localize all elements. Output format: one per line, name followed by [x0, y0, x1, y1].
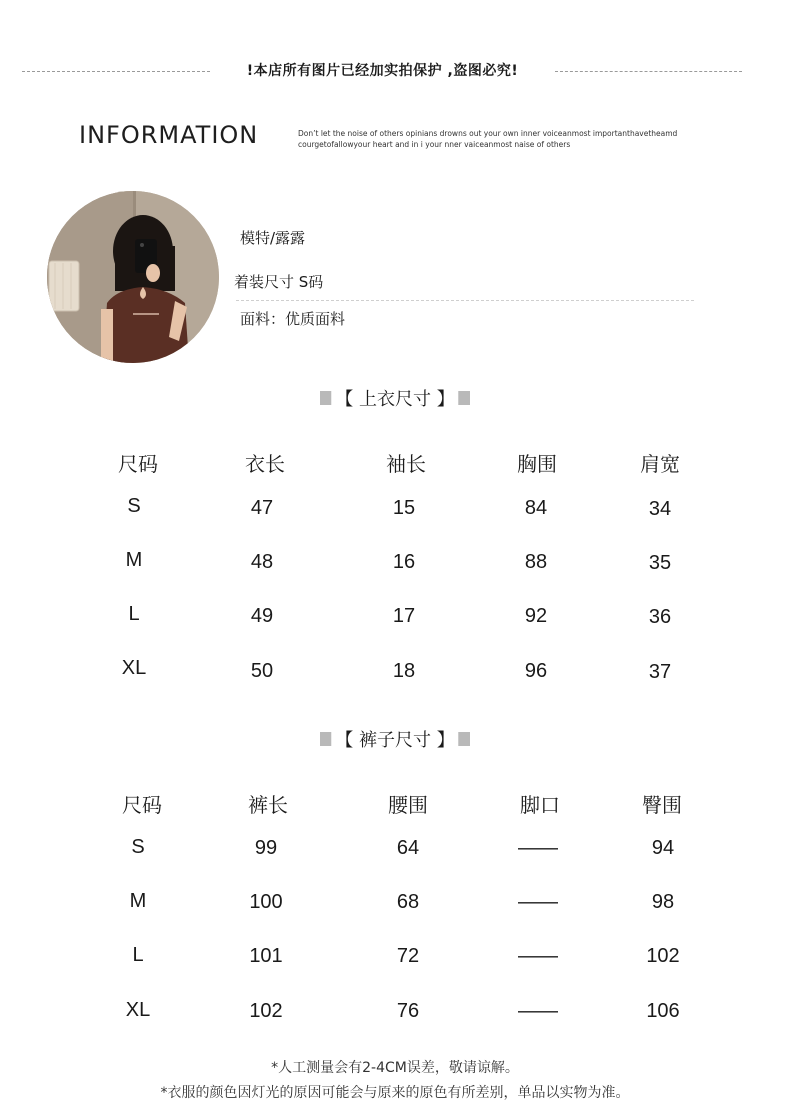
- top-cell: 35: [648, 552, 672, 574]
- top-cell: 15: [392, 497, 416, 519]
- top-cell: 88: [524, 551, 548, 573]
- pants-cell: 64: [396, 837, 420, 859]
- top-cell: 18: [392, 660, 416, 682]
- pants-cell: 102: [249, 1000, 283, 1022]
- footnote-color: *衣服的颜色因灯光的原因可能会与原来的原色有所差别，单品以实物为准。: [160, 1085, 630, 1101]
- model-fabric: 面料：优质面料: [240, 310, 346, 328]
- pants-cell: ——: [518, 1000, 558, 1022]
- top-cell: 36: [648, 606, 672, 628]
- pants-cell: 102: [646, 945, 680, 967]
- top-size-title-text: 【 上衣尺寸 】: [331, 385, 458, 411]
- pants-cell: 94: [651, 837, 675, 859]
- copyright-notice: !本店所有图片已经加实拍保护 ,盗图必究!: [246, 63, 519, 79]
- pants-cell: 101: [249, 945, 283, 967]
- pants-header-length: 裤长: [248, 793, 288, 817]
- pants-size-section-title: [320, 730, 470, 751]
- top-header-size: 尺码: [118, 452, 158, 476]
- top-header-sleeve: 袖长: [386, 452, 426, 476]
- top-cell: 84: [524, 497, 548, 519]
- top-cell: S: [127, 495, 141, 517]
- divider-right: [555, 71, 742, 72]
- pants-cell: 98: [651, 891, 675, 913]
- top-cell: 16: [392, 551, 416, 573]
- pants-cell: 76: [396, 1000, 420, 1022]
- pants-cell: XL: [125, 999, 151, 1021]
- top-cell: 47: [250, 497, 274, 519]
- pants-cell: 106: [646, 1000, 680, 1022]
- info-heading: INFORMATION: [79, 121, 259, 149]
- pants-header-size: 尺码: [122, 793, 162, 817]
- pants-cell: ——: [518, 945, 558, 967]
- model-avatar: [47, 191, 219, 363]
- pants-cell: S: [131, 836, 145, 858]
- top-cell: 50: [250, 660, 274, 682]
- top-cell: XL: [121, 657, 147, 679]
- top-cell: L: [128, 603, 140, 625]
- top-cell: 96: [524, 660, 548, 682]
- pants-header-hip: 臀围: [642, 793, 682, 817]
- pants-size-title-text: 【 裤子尺寸 】: [331, 726, 458, 752]
- model-name: 模特/露露: [240, 229, 306, 247]
- pants-cell: ——: [518, 891, 558, 913]
- top-cell: 92: [524, 605, 548, 627]
- model-wearing-size: 着装尺寸 S码: [234, 273, 324, 291]
- pants-cell: L: [132, 944, 144, 966]
- divider-left: [22, 71, 210, 72]
- top-cell: 34: [648, 498, 672, 520]
- pants-cell: 99: [254, 837, 278, 859]
- divider-dashed: [236, 300, 694, 301]
- top-cell: 37: [648, 661, 672, 683]
- pants-header-waist: 腰围: [388, 793, 428, 817]
- footnote-measurement: *人工测量会有2-4CM误差，敬请谅解。: [271, 1060, 519, 1076]
- top-cell: 48: [250, 551, 274, 573]
- pants-cell: ——: [518, 837, 558, 859]
- top-header-length: 衣长: [245, 452, 285, 476]
- top-size-section-title: [320, 389, 470, 410]
- pants-cell: M: [129, 890, 147, 912]
- top-cell: 17: [392, 605, 416, 627]
- pants-cell: 100: [249, 891, 283, 913]
- top-cell: 49: [250, 605, 274, 627]
- pants-cell: 68: [396, 891, 420, 913]
- pants-header-hem: 脚口: [520, 793, 560, 817]
- pants-cell: 72: [396, 945, 420, 967]
- top-header-chest: 胸围: [517, 452, 557, 476]
- top-cell: M: [125, 549, 143, 571]
- top-header-shoulder: 肩宽: [640, 452, 680, 476]
- info-subtitle: Don’t let the noise of others opinians drowns out your own inner voiceanmost importanthavetheamd courgetofallowyour heart and in i your nner vaiceanmost naise of others: [298, 129, 678, 149]
